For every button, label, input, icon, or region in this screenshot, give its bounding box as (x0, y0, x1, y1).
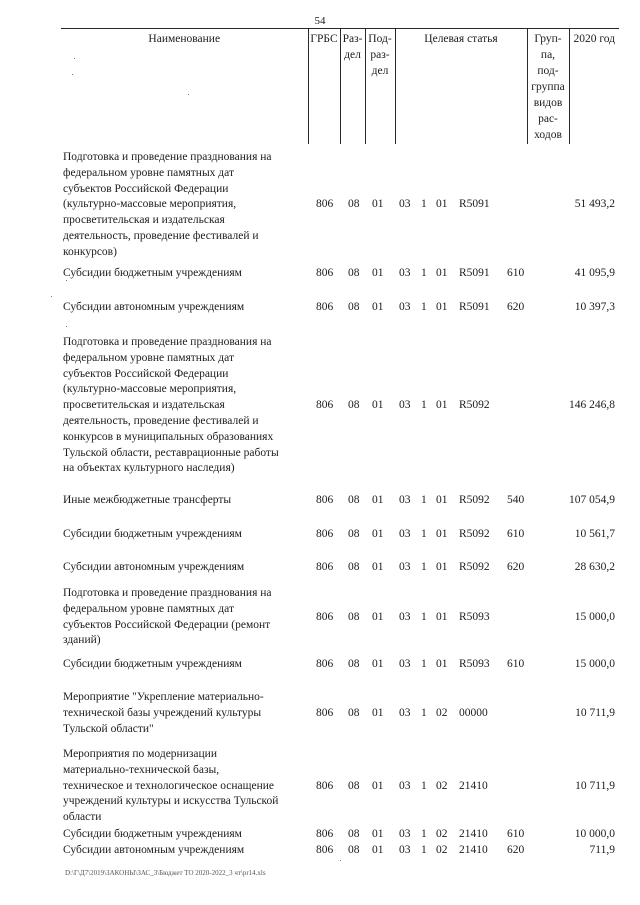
row-code-vr: 620 (507, 561, 525, 573)
row-code-rz: 08 (348, 399, 360, 411)
row-amount: 146 246,8 (569, 399, 615, 411)
header-line: под- (537, 65, 559, 77)
row-name-line: субъектов Российской Федерации (63, 367, 229, 380)
row-code-p4: 21410 (459, 844, 488, 856)
row-code-grbs: 806 (316, 658, 334, 670)
row-name-line: федеральном уровне памятных дат (63, 602, 234, 615)
row-name-line: (культурно-массовые мероприятия, (63, 198, 237, 211)
row-name-line: Субсидии автономным учреждениям (63, 301, 245, 313)
row-name-line: просветительская и издательская (63, 214, 225, 227)
row-code-grbs: 806 (316, 844, 334, 856)
row-code-p1: 03 (399, 780, 411, 792)
row-amount: 41 095,9 (574, 267, 615, 279)
row-name-line: конкурсов) (63, 245, 117, 258)
row-code-pr: 01 (372, 780, 384, 792)
row-code-vr: 610 (507, 267, 525, 279)
file-path-footer: D:\Г\Д7\2019\ЗАКОНЫ\ЗАС_3\Бюджет ТО 2020-2022_3 чт\pr14.xls (65, 869, 266, 877)
header-line: ходов (534, 129, 562, 141)
row-code-pr: 01 (372, 301, 384, 313)
row-code-vr: 610 (507, 828, 525, 840)
row-name-line: Мероприятие "Укрепление материально- (63, 691, 264, 703)
header-year: 2020 год (569, 29, 619, 145)
header-name: Наименование (61, 29, 308, 145)
row-code-pr: 01 (372, 707, 384, 719)
row-name-line: Подготовка и проведение празднования на (63, 336, 272, 348)
row-name-line: материально-технической базы, (63, 763, 220, 776)
row-name (63, 266, 310, 282)
row-name-line: просветительская и издательская (63, 399, 225, 412)
row-code-p2: 1 (421, 707, 427, 719)
row-amount: 10 711,9 (575, 780, 615, 792)
row-code-p4: R5091 (459, 301, 490, 313)
row-name-line: Субсидии автономным учреждениям (63, 561, 245, 573)
row-code-vr: 610 (507, 658, 525, 670)
page-number: 54 (314, 15, 326, 27)
scan-speck (51, 296, 52, 297)
row-code-vr: 620 (507, 844, 525, 856)
row-code-p2: 1 (421, 494, 427, 506)
row-code-grbs: 806 (316, 780, 334, 792)
row-code-rz: 08 (348, 707, 360, 719)
row-name-line: на объектах культурного наследия) (63, 462, 235, 475)
row-code-grbs: 806 (316, 828, 334, 840)
scan-speck (74, 58, 75, 59)
row-name (63, 586, 310, 649)
row-code-p4: R5093 (459, 658, 490, 670)
row-code-p1: 03 (399, 658, 411, 670)
row-code-p4: R5092 (459, 561, 490, 573)
row-code-p3: 01 (436, 561, 448, 573)
row-name-line: учреждений культуры и искусства Тульской (63, 795, 279, 808)
row-code-vr: 610 (507, 528, 525, 540)
row-code-pr: 01 (372, 844, 384, 856)
row-code-rz: 08 (348, 828, 360, 840)
row-amount: 10 711,9 (575, 707, 615, 719)
row-name-line: Субсидии бюджетным учреждениям (63, 528, 242, 540)
row-name-line: техническое и технологическое оснащение (63, 779, 274, 792)
row-code-p3: 02 (436, 828, 448, 840)
row-name-line: Тульской области" (63, 722, 154, 735)
row-name (63, 300, 310, 316)
row-code-p4: R5091 (459, 198, 490, 210)
row-code-p2: 1 (421, 780, 427, 792)
row-name (63, 527, 310, 543)
row-code-p4: R5092 (459, 494, 490, 506)
row-code-grbs: 806 (316, 707, 334, 719)
header-razdel (340, 29, 365, 145)
row-code-vr: 620 (507, 301, 525, 313)
row-code-grbs: 806 (316, 267, 334, 279)
column-header-table (61, 28, 619, 144)
row-code-p3: 01 (436, 528, 448, 540)
row-name-line: технической базы учреждений культуры (63, 706, 262, 719)
row-name (63, 747, 310, 826)
row-code-grbs: 806 (316, 528, 334, 540)
scan-speck (66, 326, 67, 327)
row-name-line: Мероприятия по модернизации (63, 748, 217, 760)
header-line: Раз- (342, 33, 363, 45)
header-line: группа (531, 81, 565, 93)
row-name-line: Субсидии бюджетным учреждениям (63, 828, 242, 840)
row-name (63, 690, 310, 737)
row-code-grbs: 806 (316, 561, 334, 573)
row-code-p3: 01 (436, 198, 448, 210)
row-code-pr: 01 (372, 561, 384, 573)
row-code-p2: 1 (421, 267, 427, 279)
row-code-p1: 03 (399, 528, 411, 540)
row-code-p1: 03 (399, 301, 411, 313)
row-name-line: конкурсов в муниципальных образованиях (63, 430, 274, 443)
row-code-pr: 01 (372, 658, 384, 670)
row-amount: 10 000,0 (574, 828, 615, 840)
row-code-rz: 08 (348, 494, 360, 506)
row-code-p1: 03 (399, 267, 411, 279)
row-code-p4: R5092 (459, 528, 490, 540)
row-code-p2: 1 (421, 611, 427, 623)
row-code-p3: 01 (436, 658, 448, 670)
header-group (527, 29, 569, 145)
row-code-grbs: 806 (316, 198, 334, 210)
scan-speck (188, 94, 189, 95)
row-name-line: Тульской области, реставрационные работы (63, 446, 279, 459)
row-code-p4: R5091 (459, 267, 490, 279)
header-line: Под- (368, 33, 392, 45)
row-name-line: деятельность, проведение фестивалей и (63, 229, 259, 242)
row-code-p1: 03 (399, 844, 411, 856)
row-name (63, 335, 310, 477)
row-code-rz: 08 (348, 780, 360, 792)
row-code-pr: 01 (372, 828, 384, 840)
row-name-line: федеральном уровне памятных дат (63, 166, 234, 179)
row-code-p2: 1 (421, 561, 427, 573)
row-code-pr: 01 (372, 399, 384, 411)
header-line: Груп- (534, 33, 562, 45)
row-code-pr: 01 (372, 267, 384, 279)
row-code-p3: 02 (436, 780, 448, 792)
row-code-p2: 1 (421, 658, 427, 670)
row-code-p3: 01 (436, 494, 448, 506)
row-code-p2: 1 (421, 198, 427, 210)
row-code-p1: 03 (399, 707, 411, 719)
row-code-rz: 08 (348, 198, 360, 210)
row-code-p2: 1 (421, 828, 427, 840)
header-grbs: ГРБС (308, 29, 340, 145)
row-code-p3: 02 (436, 707, 448, 719)
row-code-rz: 08 (348, 561, 360, 573)
row-code-pr: 01 (372, 528, 384, 540)
row-code-rz: 08 (348, 611, 360, 623)
row-code-p1: 03 (399, 494, 411, 506)
header-line: дел (371, 65, 389, 77)
row-code-p1: 03 (399, 611, 411, 623)
header-line: раз- (370, 49, 390, 61)
row-amount: 107 054,9 (569, 494, 615, 506)
row-code-rz: 08 (348, 658, 360, 670)
row-amount: 711,9 (589, 844, 615, 856)
row-name (63, 843, 310, 859)
scan-speck (66, 280, 67, 281)
row-name (63, 827, 310, 843)
row-name-line: зданий) (63, 634, 101, 647)
row-name (63, 150, 310, 261)
row-name (63, 657, 310, 673)
row-name-line: области (63, 811, 102, 824)
row-code-p4: 00000 (459, 707, 488, 719)
row-name-line: Субсидии бюджетным учреждениям (63, 267, 242, 279)
row-name-line: федеральном уровне памятных дат (63, 351, 234, 364)
row-code-p1: 03 (399, 828, 411, 840)
row-code-p1: 03 (399, 561, 411, 573)
row-code-grbs: 806 (316, 399, 334, 411)
row-code-grbs: 806 (316, 301, 334, 313)
row-name-line: (культурно-массовые мероприятия, (63, 383, 237, 396)
header-podrazdel (365, 29, 395, 145)
row-name (63, 560, 310, 576)
scan-speck (72, 74, 73, 75)
row-code-p4: 21410 (459, 780, 488, 792)
header-line: дел (344, 49, 361, 61)
row-code-p2: 1 (421, 399, 427, 411)
row-code-rz: 08 (348, 528, 360, 540)
row-name-line: Субсидии автономным учреждениям (63, 844, 245, 856)
row-amount: 10 397,3 (574, 301, 615, 313)
header-line: па, (540, 49, 556, 61)
row-code-p4: 21410 (459, 828, 488, 840)
row-code-rz: 08 (348, 267, 360, 279)
row-code-p4: R5092 (459, 399, 490, 411)
row-code-grbs: 806 (316, 611, 334, 623)
scan-speck (340, 860, 341, 861)
row-code-p2: 1 (421, 301, 427, 313)
row-code-rz: 08 (348, 301, 360, 313)
row-name-line: субъектов Российской Федерации (ремонт (63, 618, 271, 631)
row-amount: 10 561,7 (574, 528, 615, 540)
row-code-p1: 03 (399, 198, 411, 210)
row-code-p1: 03 (399, 399, 411, 411)
row-name-line: Подготовка и проведение празднования на (63, 587, 272, 599)
header-line: рас- (538, 113, 558, 125)
row-name-line: Подготовка и проведение празднования на (63, 151, 272, 163)
row-code-pr: 01 (372, 198, 384, 210)
row-amount: 51 493,2 (574, 198, 615, 210)
row-code-p3: 01 (436, 267, 448, 279)
row-code-p2: 1 (421, 844, 427, 856)
row-name-line: деятельность, проведение фестивалей и (63, 414, 259, 427)
row-code-rz: 08 (348, 844, 360, 856)
row-code-pr: 01 (372, 494, 384, 506)
row-name-line: субъектов Российской Федерации (63, 182, 229, 195)
row-amount: 15 000,0 (574, 658, 615, 670)
row-code-grbs: 806 (316, 494, 334, 506)
row-amount: 28 630,2 (574, 561, 615, 573)
row-code-p2: 1 (421, 528, 427, 540)
row-amount: 15 000,0 (574, 611, 615, 623)
header-target: Целевая статья (395, 29, 527, 145)
row-code-p4: R5093 (459, 611, 490, 623)
row-name (63, 493, 310, 509)
row-code-p3: 01 (436, 399, 448, 411)
row-code-p3: 01 (436, 611, 448, 623)
row-code-vr: 540 (507, 494, 525, 506)
row-name-line: Иные межбюджетные трансферты (63, 494, 232, 506)
row-code-p3: 01 (436, 301, 448, 313)
row-code-pr: 01 (372, 611, 384, 623)
row-name-line: Субсидии бюджетным учреждениям (63, 658, 242, 670)
header-line: видов (533, 97, 563, 109)
row-code-p3: 02 (436, 844, 448, 856)
